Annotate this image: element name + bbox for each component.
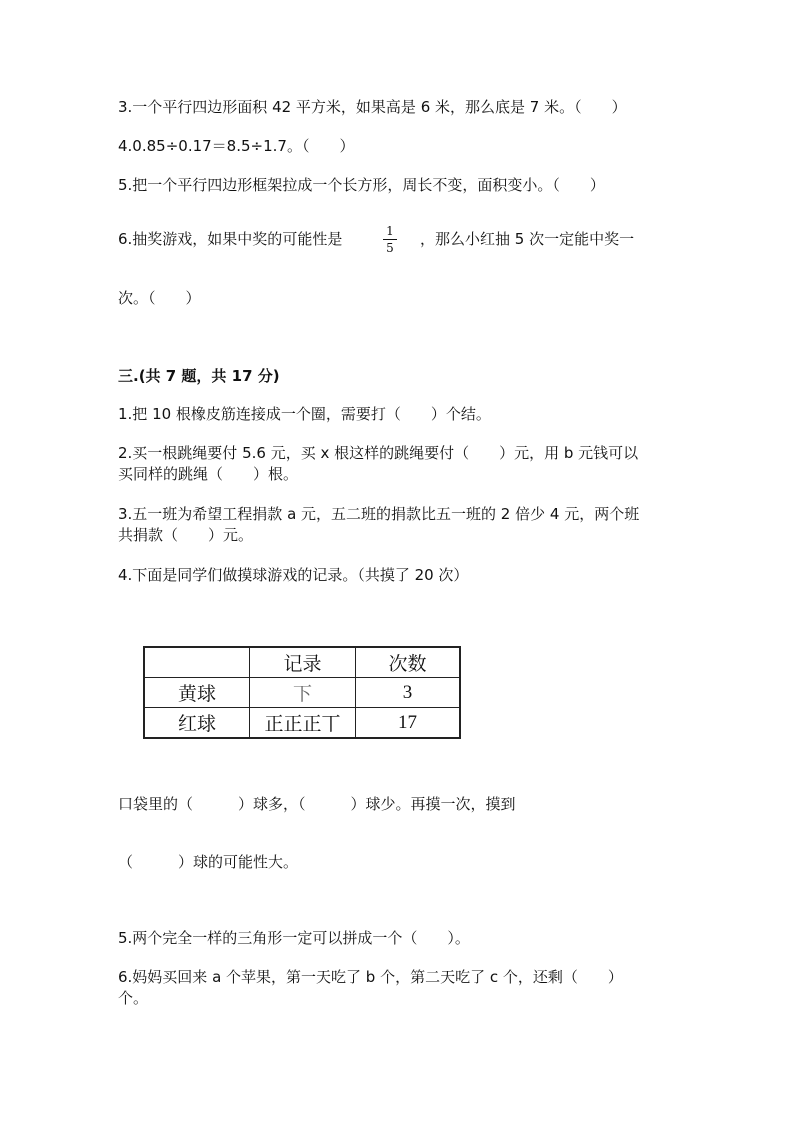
table-header-cell: 次数 [356, 647, 461, 678]
s3-question-4: 4.下面是同学们做摸球游戏的记录。（共摸了 20 次） [118, 566, 469, 584]
s3-question-6-line1: 6.妈妈买回来 a 个苹果，第一天吃了 b 个，第二天吃了 c 个，还剩（ ） [118, 968, 623, 986]
fraction-denominator: 5 [386, 241, 394, 255]
record-table [143, 646, 461, 739]
s3-question-6-line2: 个。 [118, 989, 149, 1007]
row-tally: 下 [250, 678, 356, 708]
row-tally: 正正正丅 [250, 708, 356, 739]
question-3: 3.一个平行四边形面积 42 平方米，如果高是 6 米，那么底是 7 米。（ ） [118, 98, 627, 116]
table-row [144, 708, 460, 739]
question-4: 4.0.85÷0.17＝8.5÷1.7。（ ） [118, 137, 355, 155]
question-5: 5.把一个平行四边形框架拉成一个长方形，周长不变，面积变小。（ ） [118, 176, 605, 194]
s3-question-3-line2: 共捐款（ ）元。 [118, 526, 254, 544]
fraction [383, 224, 397, 255]
row-count: 17 [356, 708, 461, 739]
s3-question-4-fill-line1: 口袋里的（ ）球多，（ ）球少。再摸一次，摸到 [118, 795, 516, 813]
fraction-numerator: 1 [386, 224, 394, 238]
s3-question-2-line1: 2.买一根跳绳要付 5.6 元，买 x 根这样的跳绳要付（ ）元，用 b 元钱可以 [118, 444, 639, 462]
table-header-cell [144, 647, 250, 678]
question-6-after: ，那么小红抽 5 次一定能中奖一 [420, 230, 635, 248]
s3-question-5: 5.两个完全一样的三角形一定可以拼成一个（ ）。 [118, 929, 470, 947]
fraction-bar [383, 239, 397, 240]
question-6-continuation: 次。（ ） [118, 289, 201, 307]
row-label: 红球 [144, 708, 250, 739]
question-6-before: 6.抽奖游戏，如果中奖的可能性是 [118, 230, 343, 248]
row-label: 黄球 [144, 678, 250, 708]
s3-question-2-line2: 买同样的跳绳（ ）根。 [118, 465, 299, 483]
row-count: 3 [356, 678, 461, 708]
section-heading: 三.(共 7 题，共 17 分) [118, 367, 280, 385]
s3-question-4-fill-line2: （ ）球的可能性大。 [118, 853, 299, 871]
s3-question-1: 1.把 10 根橡皮筋连接成一个圈，需要打（ ）个结。 [118, 405, 491, 423]
table-header-row [144, 647, 460, 678]
table-row [144, 678, 460, 708]
table-header-cell: 记录 [250, 647, 356, 678]
s3-question-3-line1: 3.五一班为希望工程捐款 a 元，五二班的捐款比五一班的 2 倍少 4 元，两个班 [118, 505, 640, 523]
